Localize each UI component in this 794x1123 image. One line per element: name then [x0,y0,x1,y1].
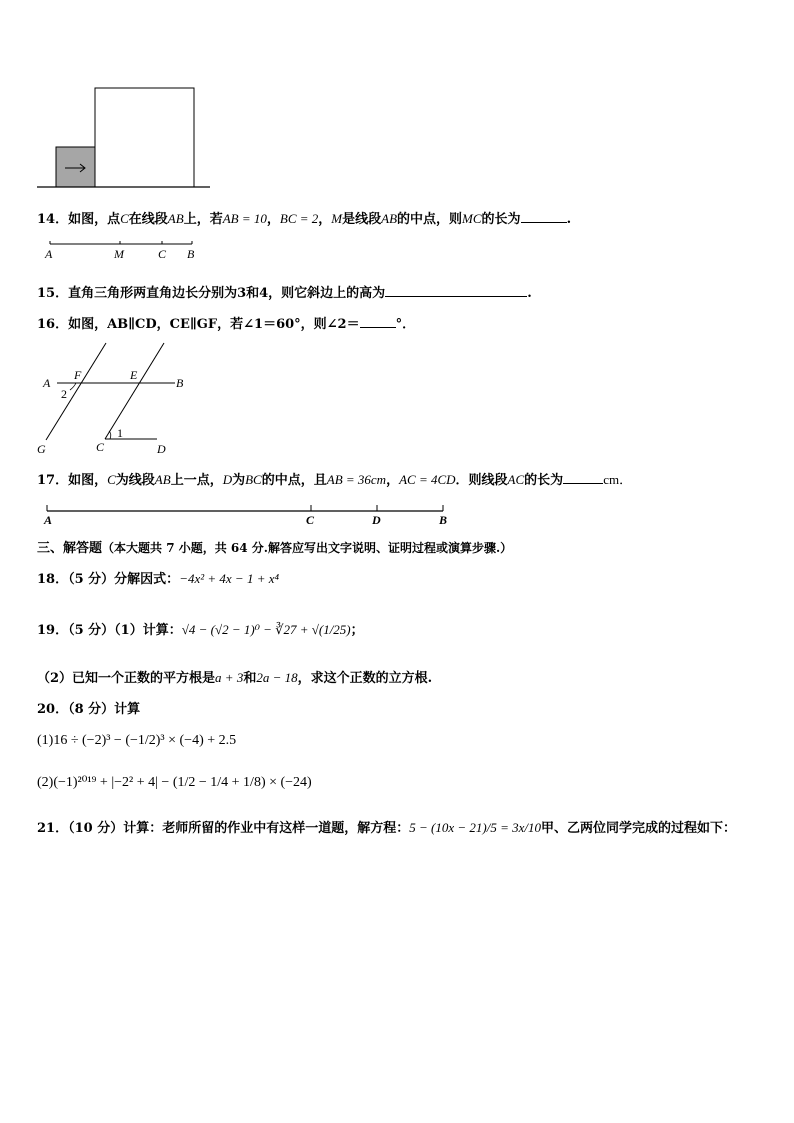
parallel-lines-figure [0,335,300,460]
point-label: G [37,442,46,456]
point-label: A [45,247,53,261]
point-label: D [157,442,166,456]
segment-figure-14 [0,236,300,266]
question-18: 18．（5 分）分解因式：−4x² + 4x − 1 + x⁴ [37,571,280,587]
question-21: 21．（10 分）计算：老师所留的作业中有这样一道题，解方程：5 − (10x − 21)/5 = 3x/10甲、乙两位同学完成的过程如下： [37,820,736,836]
question-20-expr2: (2)(−1)²⁰¹⁹ + |−2² + 4| − (1/2 − 1/4 + 1/8) × (−24) [37,775,312,790]
point-label: B [439,513,448,527]
large-square [95,88,194,187]
question-14: 14．如图，点C在线段AB上，若AB = 10，BC = 2，M是线段AB的中点，则MC的长为 . [37,211,572,227]
answer-blank [521,210,567,223]
question-20: 20．（8 分）计算 [37,702,141,717]
point-label: D [372,513,381,527]
point-label: A [44,513,53,527]
point-label: C [96,440,105,454]
point-label: C [306,513,315,527]
small-box [56,147,95,187]
question-16: 16．如图，AB∥CD，CE∥GF，若∠1＝60°，则∠2＝ °． [37,317,416,332]
point-label: M [114,247,124,261]
section-3-header: 三、解答题（本大题共 7 小题，共 64 分.解答应写出文字说明、证明过程或演算步骤.） [37,541,513,556]
point-label: A [43,376,51,390]
angle-label: 1 [117,426,123,440]
point-label: E [130,368,138,382]
question-19-part2: （2）已知一个正数的平方根是a + 3和2a − 18，求这个正数的立方根. [37,670,433,686]
segment-figure-17 [0,500,500,530]
point-label: C [158,247,167,261]
angle-label: 2 [61,387,67,401]
point-label: F [74,368,82,382]
question-20-expr1: (1)16 ÷ (−2)³ − (−1/2)³ × (−4) + 2.5 [37,733,237,748]
question-15: 15．直角三角形两直角边长分别为3和4，则它斜边上的高为 . [37,286,532,301]
question-19: 19．（5 分）（1）计算：√4 − (√2 − 1)⁰ − ∛27 + √(1/25)； [37,622,364,638]
box-figure [0,0,794,200]
answer-blank [385,284,527,297]
point-label: B [176,376,184,390]
answer-blank [563,471,603,484]
answer-blank [360,315,396,328]
point-label: B [187,247,195,261]
question-17: 17．如图，C为线段AB上一点，D为BC的中点，且AB = 36cm，AC = 4CD．则线段AC的长为 cm． [37,472,633,488]
